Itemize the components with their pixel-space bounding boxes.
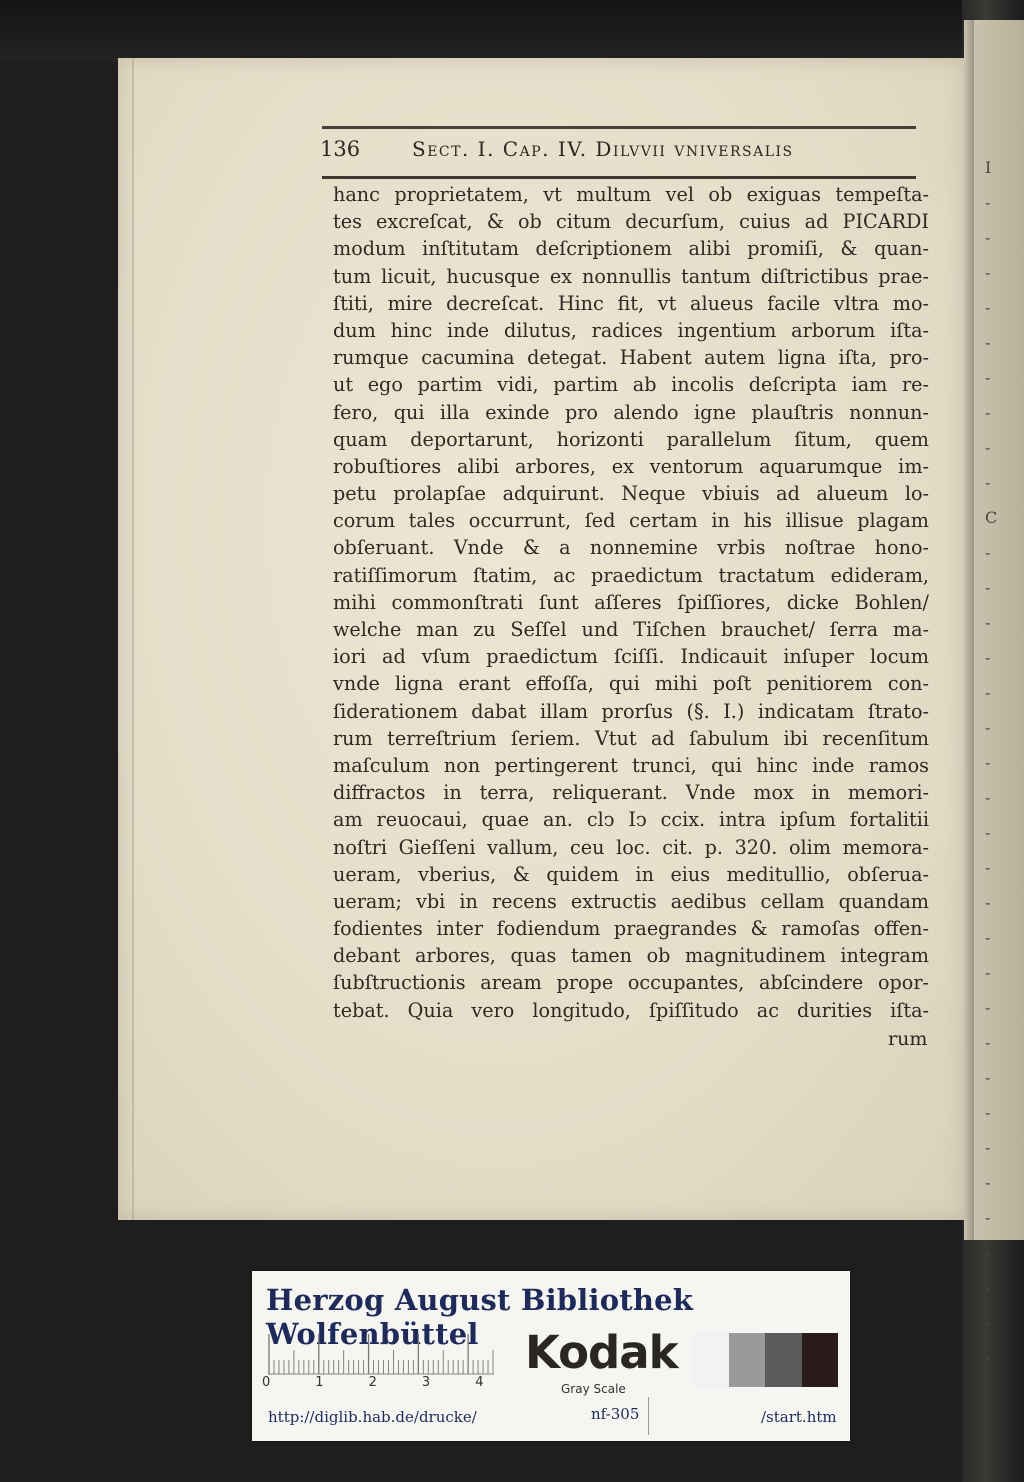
facing-page-fragment: - (985, 963, 991, 982)
facing-page-fragment: - (985, 613, 991, 632)
facing-page-edge (964, 20, 974, 1240)
body-text (333, 181, 929, 1024)
shelfmark-id: nf-305 (591, 1405, 640, 1423)
facing-page-fragment: - (985, 1208, 991, 1227)
facing-page-fragment: - (985, 193, 991, 212)
ruler-labels (262, 1375, 492, 1395)
facing-page-fragments (985, 158, 1021, 1367)
facing-page-fragment: - (985, 1313, 991, 1332)
facing-page-fragment: - (985, 1348, 991, 1367)
facing-page-fragment: - (985, 543, 991, 562)
facing-page-fragment: C (985, 508, 998, 527)
text-line: obſeruant. Vnde & a nonnemine vrbis noſtrae hono- (333, 536, 929, 560)
text-line: ueram, vberius, & quidem in eius meditullio, obſerua- (333, 862, 929, 886)
digital-library-url: http://diglib.hab.de/drucke/ (268, 1408, 477, 1426)
ruler-label: 1 (315, 1375, 324, 1390)
card-divider (648, 1397, 649, 1435)
text-line: tebat. Quia vero longitudo, ſpiſſitudo ac durities iſta- (333, 998, 929, 1022)
facing-page-fragment: - (985, 753, 991, 772)
text-line: ut ego partim vidi, partim ab incolis deſcripta iam re- (333, 373, 929, 397)
facing-page-fragment: - (985, 298, 991, 317)
text-line: dum hinc inde dilutus, radices ingentium arborum iſta- (333, 318, 929, 342)
text-line: tes excreſcat, & ob citum decurſum, cuius ad PICARDI (333, 210, 929, 234)
header-rule-top (322, 126, 916, 129)
page-number: 136 (320, 137, 361, 161)
library-card (252, 1271, 850, 1441)
scanner-backdrop-top (0, 0, 1024, 62)
text-line: quam deportarunt, horizonti parallelum ſitum, quem (333, 427, 929, 451)
gray-scale-swatches (692, 1333, 838, 1387)
text-line: debant arbores, quas tamen ob magnitudinem integram (333, 944, 929, 968)
facing-page-fragment: - (985, 788, 991, 807)
text-line: ueram; vbi in recens extructis aedibus cellam quandam (333, 889, 929, 913)
ruler-label: 0 (262, 1375, 271, 1390)
text-line: rumque cacumina detegat. Habent autem ligna iſta, pro- (333, 346, 929, 370)
facing-page-fragment: - (985, 858, 991, 877)
facing-page-fragment: - (985, 718, 991, 737)
facing-page-fragment: - (985, 263, 991, 282)
ruler-label: 4 (475, 1375, 484, 1390)
text-line: ſiderationem dabat illam prorſus (§. I.) indicatam ſtrato- (333, 699, 929, 723)
facing-page-fragment: - (985, 1068, 991, 1087)
facing-page-fragment: - (985, 1243, 991, 1262)
facing-page-fragment: - (985, 368, 991, 387)
facing-page-fragment: - (985, 438, 991, 457)
gray-swatch (729, 1333, 766, 1387)
gray-scale-label: Gray Scale (561, 1382, 626, 1396)
header-rule-bottom (322, 176, 916, 179)
text-line: noſtri Gieſſeni vallum, ceu loc. cit. p. 320. olim memora- (333, 835, 929, 859)
start-page-path: /start.htm (761, 1408, 837, 1426)
facing-page-fragment: - (985, 648, 991, 667)
text-line: fero, qui illa exinde pro alendo igne plauſtris nonnun- (333, 400, 929, 424)
facing-page-fragment: - (985, 1033, 991, 1052)
text-line: mihi commonſtrati ſunt aſſeres ſpiſſiores, dicke Bohlen/ (333, 590, 929, 614)
gray-swatch (802, 1333, 839, 1387)
facing-page-fragment: - (985, 928, 991, 947)
facing-page-fragment: - (985, 228, 991, 247)
text-line: fodientes inter fodiendum praegrandes & ramoſas offen- (333, 917, 929, 941)
text-line: hanc proprietatem, vt multum vel ob exiguas tempeſta- (333, 183, 929, 206)
ruler-scale (268, 1333, 494, 1375)
facing-page-fragment: - (985, 998, 991, 1017)
ruler-label: 3 (421, 1375, 431, 1390)
facing-page-fragment: - (985, 823, 991, 842)
running-head: Sect. I. Cap. IV. Dilvvii vniversalis (412, 137, 794, 161)
text-line: iori ad vſum praedictum ſciſſi. Indicauit inſuper locum (333, 645, 929, 669)
text-line: welche man zu Seſſel und Tiſchen brauchet/ ſerra ma- (333, 618, 929, 641)
facing-page-fragment: - (985, 333, 991, 352)
ruler-label: 2 (368, 1375, 377, 1390)
text-line: corum tales occurrunt, ſed certam in his illisue plagam (333, 509, 929, 533)
gray-swatch (692, 1333, 729, 1387)
text-line: vnde ligna erant effoſſa, qui mihi poſt penitiorem con- (333, 672, 929, 696)
facing-page-fragment: - (985, 473, 991, 492)
facing-page-fragment: - (985, 1138, 991, 1157)
text-line: maſculum non pertingerent trunci, qui hinc inde ramos (333, 753, 929, 777)
catchword: rum (888, 1028, 928, 1050)
kodak-logo: Kodak (525, 1326, 678, 1379)
text-line: modum inſtitutam deſcriptionem alibi promiſi, & quan- (333, 237, 929, 261)
facing-page-fragment: - (985, 1173, 991, 1192)
facing-page-fragment: - (985, 578, 991, 597)
text-line: tum licuit, hucusque ex nonnullis tantum diſtrictibus prae- (333, 264, 929, 288)
facing-page-fragment: I (985, 158, 992, 177)
text-line: ſtiti, mire decreſcat. Hinc fit, vt alueus facile vltra mo- (333, 291, 929, 315)
library-name: Herzog August Bibliothek Wolfenbüttel (266, 1283, 694, 1351)
facing-page-fragment: - (985, 893, 991, 912)
text-line: diffractos in terra, reliquerant. Vnde mox in memori- (333, 781, 929, 805)
text-line: petu prolapſae adquirunt. Neque vbiuis ad alueum lo- (333, 482, 929, 506)
facing-page-fragment: - (985, 403, 991, 422)
gray-swatch (765, 1333, 802, 1387)
facing-page-fragment: - (985, 1278, 991, 1297)
facing-page-fragment: - (985, 1103, 991, 1122)
text-line: am reuocaui, quae an. clↄ Iↄ ccix. intra ipſum fortalitii (333, 808, 929, 832)
facing-page-fragment: - (985, 683, 991, 702)
text-line: ratiſſimorum ſtatim, ac praedictum tractatum edideram, (333, 563, 929, 587)
text-line: rum terreſtrium ſeriem. Vtut ad ſabulum ibi recenſitum (333, 726, 929, 750)
text-line: ſubſtructionis aream prope occupantes, abſcindere opor- (333, 971, 929, 995)
text-line: robuſtiores alibi arbores, ex ventorum aquarumque im- (333, 454, 929, 478)
